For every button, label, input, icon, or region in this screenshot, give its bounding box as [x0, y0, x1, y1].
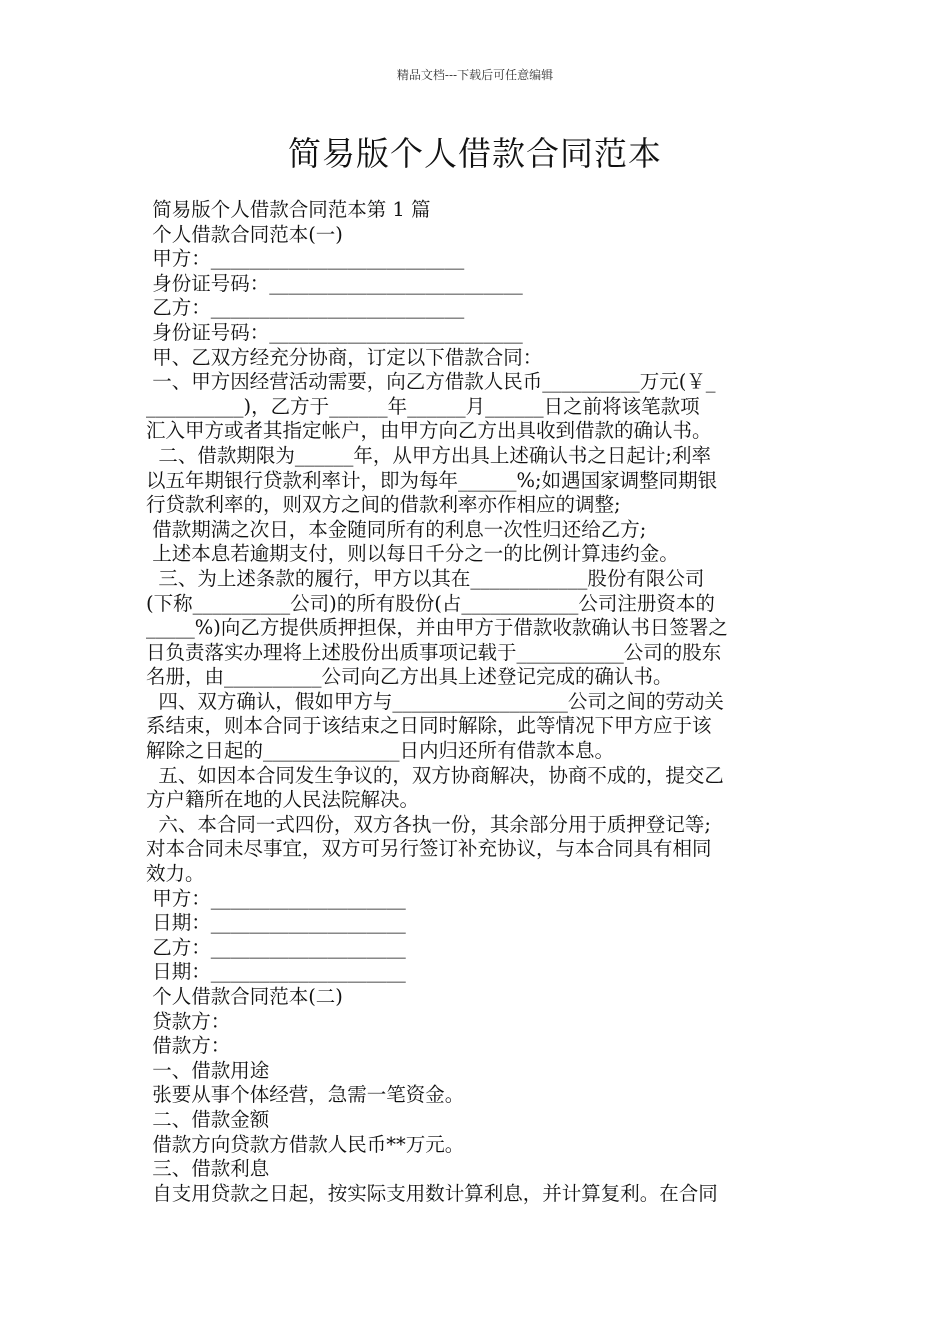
document-body [146, 198, 810, 1206]
text-line: 系结束，则本合同于该结束之日同时解除，此等情况下甲方应于该 [146, 714, 712, 738]
text-line: 简易版个人借款合同范本第 1 篇 [146, 198, 431, 221]
text-line: 身份证号码：__________________________ [146, 320, 523, 344]
text-line: 日负责落实办理将上述股份出质事项记载于___________公司的股东 [146, 640, 722, 664]
text-line: 一、甲方因经营活动需要，向乙方借款人民币__________万元(￥_ [146, 370, 716, 394]
text-line: 二、借款期限为______年，从甲方出具上述确认书之日起计;利率 [146, 443, 711, 467]
text-line: 行贷款利率的，则双方之间的借款利率亦作相应的调整; [146, 493, 621, 517]
document-title: 简易版个人借款合同范本 [288, 134, 662, 173]
text-line: 个人借款合同范本(一) [146, 222, 343, 246]
text-line: 二、借款金额 [146, 1107, 270, 1131]
text-line: 身份证号码：__________________________ [146, 271, 523, 295]
text-line: 对本合同未尽事宜，双方可另行签订补充协议，与本合同具有相同 [146, 837, 712, 861]
text-line: 六、本合同一式四份，双方各执一份，其余部分用于质押登记等; [146, 812, 711, 836]
text-line: 日期：____________________ [146, 911, 406, 935]
text-line: 自支用贷款之日起，按实际支用数计算利息，并计算复利。在合同 [146, 1181, 718, 1205]
text-line: 乙方：____________________ [146, 935, 406, 959]
text-line: 三、借款利息 [146, 1157, 270, 1181]
text-line: __________)，乙方于______年______月______日之前将该笔款项 [146, 394, 700, 418]
text-line: 以五年期银行贷款利率计，即为每年______%;如遇国家调整同期银 [146, 468, 718, 492]
text-line: (下称__________公司)的所有股份(占____________公司注册资本的 [146, 591, 715, 615]
text-line: 一、借款用途 [146, 1058, 270, 1082]
text-line: 借款方： [146, 1034, 231, 1058]
text-line: 解除之日起的______________日内归还所有借款本息。 [146, 739, 615, 763]
text-line: 甲、乙双方经充分协商，订定以下借款合同： [146, 345, 543, 369]
text-line: 名册，由__________公司向乙方出具上述登记完成的确认书。 [146, 665, 673, 689]
text-line: 日期：____________________ [146, 960, 406, 984]
text-line: 效力。 [146, 862, 205, 886]
text-line: 四、双方确认，假如甲方与__________________公司之间的劳动关 [146, 689, 724, 713]
text-line: 汇入甲方或者其指定帐户，由甲方向乙方出具收到借款的确认书。 [146, 419, 712, 443]
text-line: 贷款方： [146, 1009, 231, 1033]
text-line: 上述本息若逾期支付，则以每日千分之一的比例计算违约金。 [146, 542, 679, 566]
text-line: 借款方向贷款方借款人民币**万元。 [146, 1132, 465, 1156]
text-line: 三、为上述条款的履行，甲方以其在____________股份有限公司 [146, 566, 705, 590]
page-header: 精品文档---下载后可任意编辑 [396, 68, 554, 82]
text-line: 五、如因本合同发生争议的，双方协商解决，协商不成的，提交乙 [146, 763, 724, 787]
text-line: 借款期满之次日，本金随同所有的利息一次性归还给乙方; [146, 517, 647, 541]
text-line: 个人借款合同范本(二) [146, 985, 343, 1008]
text-line: 乙方：__________________________ [146, 296, 465, 320]
text-line: 甲方：____________________ [146, 886, 406, 910]
text-line: 甲方：__________________________ [146, 247, 465, 271]
text-line: _____%)向乙方提供质押担保，并由甲方于借款收款确认书日签署之 [146, 616, 728, 640]
text-line: 张要从事个体经营，急需一笔资金。 [146, 1083, 465, 1107]
text-line: 方户籍所在地的人民法院解决。 [146, 788, 420, 812]
